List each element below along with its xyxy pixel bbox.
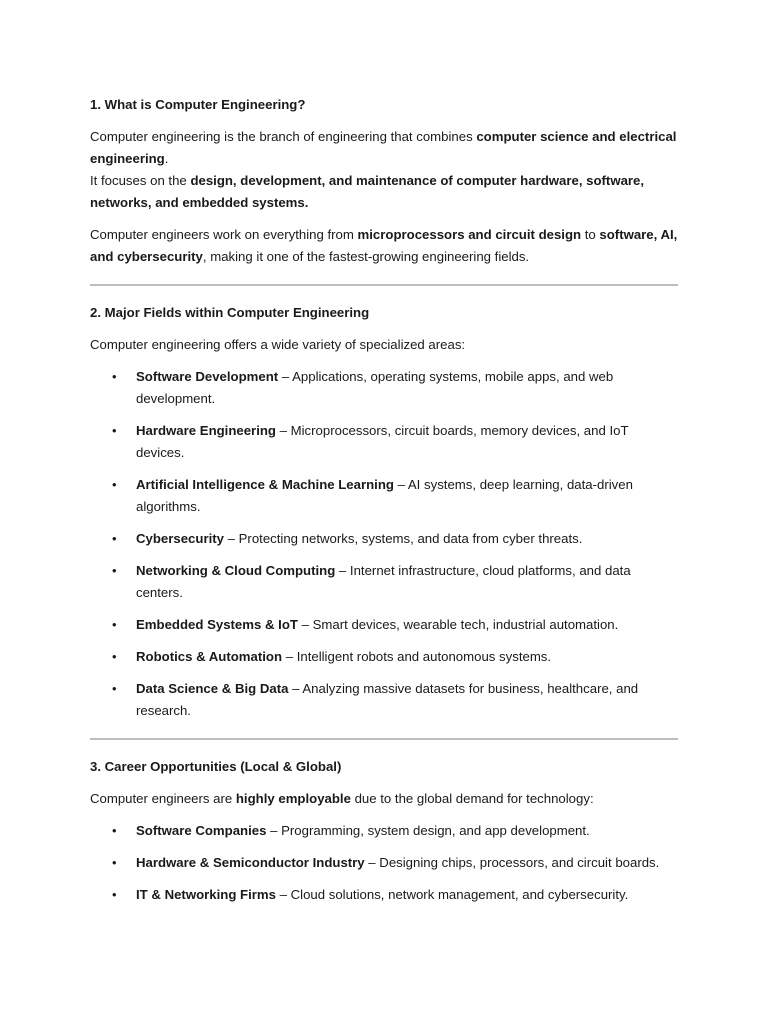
text-run: , making it one of the fastest-growing engineering fields. [202,249,530,264]
list-item [90,366,678,410]
list-item-term: Artificial Intelligence & Machine Learning [136,477,394,492]
section-2-heading: 2. Major Fields within Computer Engineering [90,305,370,320]
list-item-desc: – Microprocessors, circuit boards, memory devices, and IoT devices. [136,423,629,460]
section-1-paragraph-2 [90,224,678,268]
text-run: due to the global demand for technology: [350,791,594,806]
list-item-term: Networking & Cloud Computing [136,563,336,578]
section-2-intro: Computer engineering offers a wide variety of specialized areas: [90,337,466,352]
list-item-desc: – Protecting networks, systems, and data from cyber threats. [223,531,583,546]
major-fields-list [90,366,678,722]
list-item-desc: – AI systems, deep learning, data-driven algorithms. [136,477,633,514]
list-item-desc: – Applications, operating systems, mobile apps, and web development. [136,369,614,406]
bullet-icon: • [112,855,117,870]
text-run: Computer engineers work on everything from [90,227,358,242]
list-item-term: Software Development [136,369,279,384]
bullet-icon: • [112,887,117,902]
bullet-icon: • [112,617,117,632]
bullet-icon: • [112,649,117,664]
text-run: Computer engineering is the branch of engineering that combines [90,129,477,144]
list-item [90,474,678,518]
text-run: It focuses on the [90,173,191,188]
text-run: . [164,151,169,166]
bullet-icon: • [112,681,117,696]
list-item-desc: – Designing chips, processors, and circuit boards. [364,855,660,870]
list-item-term: Robotics & Automation [136,649,283,664]
section-3-intro [90,788,678,810]
list-item [90,678,678,722]
bullet-icon: • [112,477,117,492]
list-item-desc: – Analyzing massive datasets for business, healthcare, and research. [136,681,639,718]
section-divider [90,284,678,286]
list-item-term: Cybersecurity [136,531,224,546]
section-3-heading: 3. Career Opportunities (Local & Global) [90,759,342,774]
list-item-desc: – Internet infrastructure, cloud platforms, and data centers. [136,563,631,600]
list-item [90,820,678,842]
text-run: to [581,227,600,242]
list-item [90,852,678,874]
list-item-term: Hardware Engineering [136,423,276,438]
list-item-desc: – Programming, system design, and app development. [266,823,590,838]
bold-run: microprocessors and circuit design [357,227,582,242]
list-item-term: IT & Networking Firms [136,887,276,902]
bold-run: highly employable [235,791,351,806]
bold-run: software, AI, and cybersecurity [90,227,678,264]
list-item [90,560,678,604]
bullet-icon: • [112,563,117,578]
list-item-desc: – Smart devices, wearable tech, industrial automation. [297,617,619,632]
list-item-term: Software Companies [136,823,267,838]
list-item-term: Embedded Systems & IoT [136,617,298,632]
bullet-icon: • [112,823,117,838]
career-list [90,820,678,906]
bullet-icon: • [112,531,117,546]
bullet-icon: • [112,369,117,384]
section-1-heading: 1. What is Computer Engineering? [90,97,306,112]
list-item-term: Data Science & Big Data [136,681,289,696]
bold-run: computer science and electrical engineering [90,129,677,166]
list-item [90,420,678,464]
list-item-desc: – Cloud solutions, network management, and cybersecurity. [275,887,629,902]
list-item [90,884,678,906]
text-run: Computer engineers are [90,791,236,806]
section-1-paragraph-1 [90,126,678,214]
list-item-term: Hardware & Semiconductor Industry [136,855,365,870]
section-divider [90,738,678,740]
bullet-icon: • [112,423,117,438]
list-item [90,528,678,550]
list-item [90,646,678,668]
list-item [90,614,678,636]
list-item-desc: – Intelligent robots and autonomous systems. [282,649,552,664]
bold-run: design, development, and maintenance of computer hardware, software, networks, and embedded systems. [90,173,645,210]
